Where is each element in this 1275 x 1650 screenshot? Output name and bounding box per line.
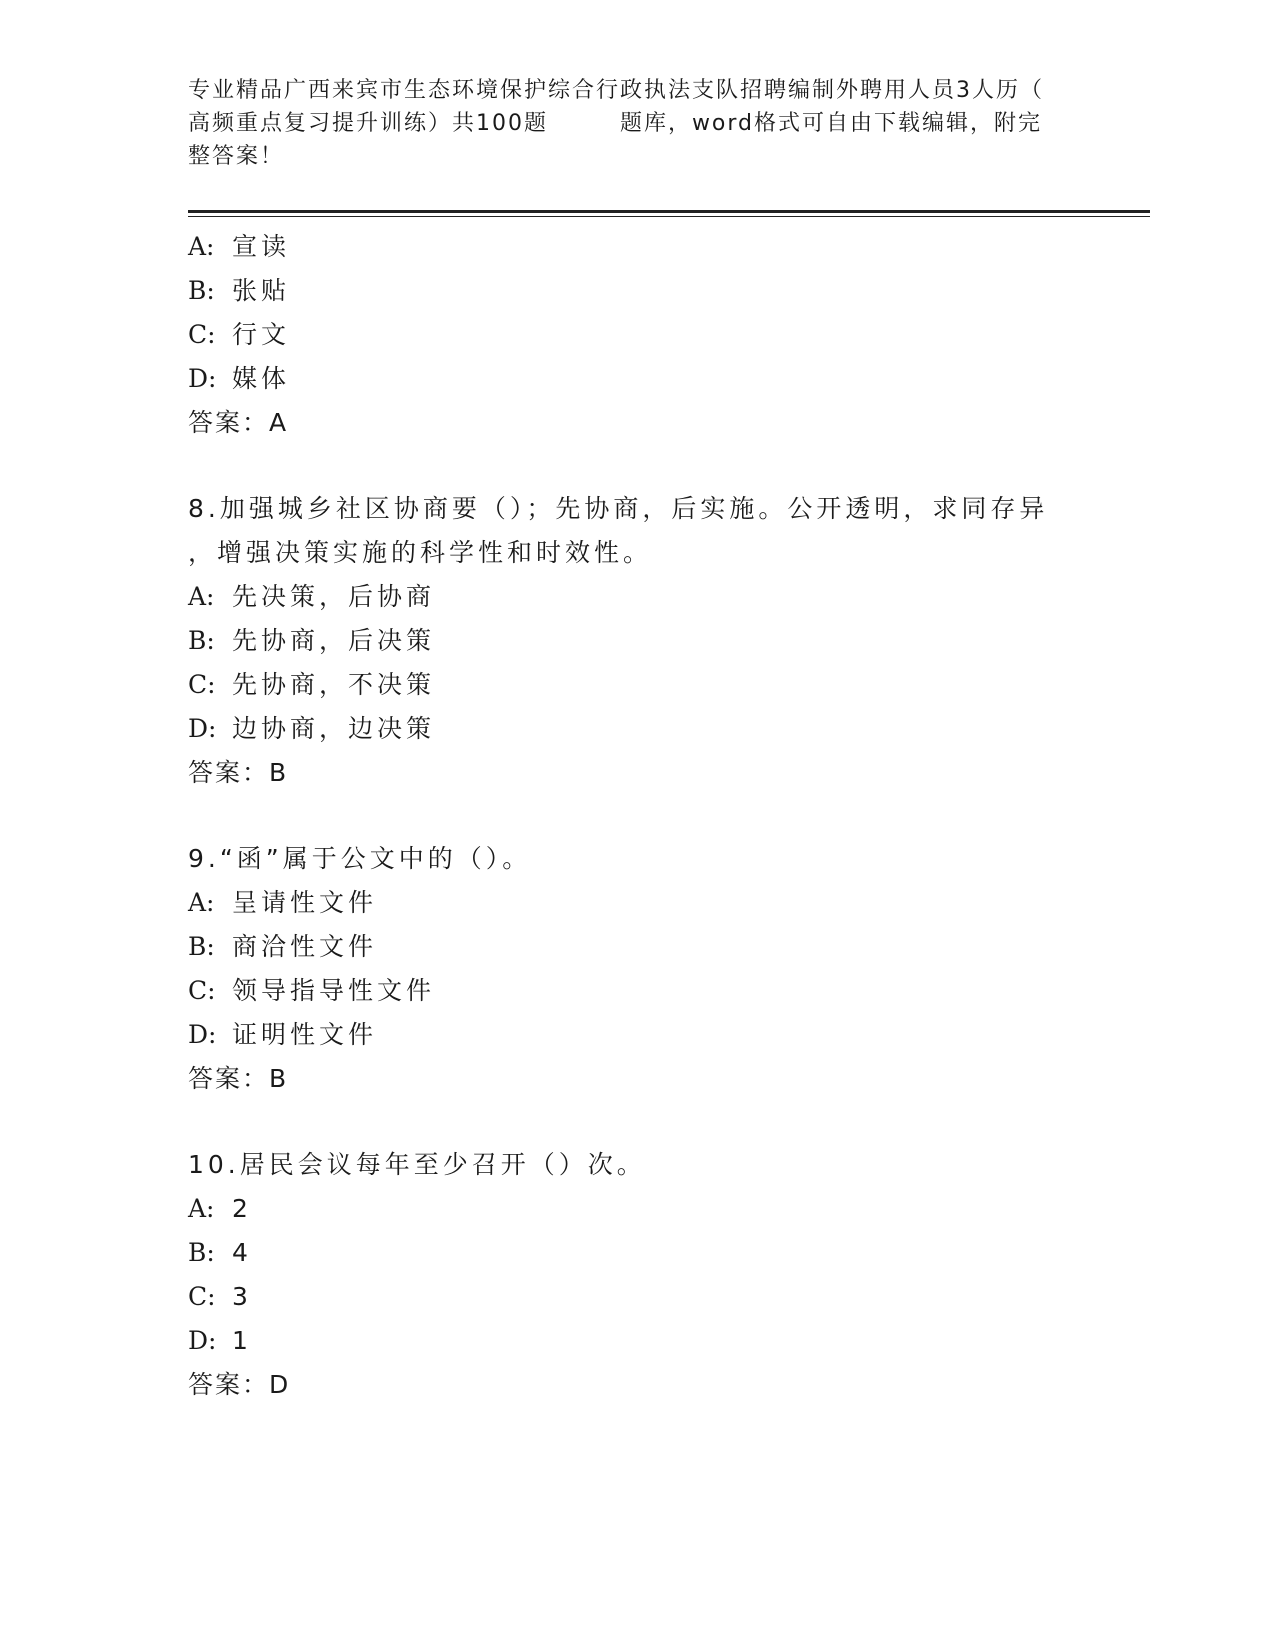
option-text: 2 — [232, 1194, 252, 1223]
q10-option-b — [188, 1238, 252, 1268]
option-text: 宣读 — [232, 232, 291, 261]
option-text: 证明性文件 — [232, 1020, 378, 1049]
option-text: 领导指导性文件 — [232, 976, 436, 1005]
header-line-3: 整答案！ — [188, 144, 285, 169]
option-text: 商洽性文件 — [232, 932, 378, 961]
q8-option-a — [188, 582, 435, 612]
header-line-2: 高频重点复习提升训练）共100题 题库，word格式可自由下载编辑，附完 — [188, 111, 1043, 136]
q8-stem-line-1: 8.加强城乡社区协商要（）；先协商，后实施。公开透明，求同存异 — [188, 494, 1049, 523]
option-label: A: — [188, 582, 215, 611]
option-text: 4 — [232, 1238, 252, 1267]
option-label: B: — [188, 276, 215, 305]
q10-answer: 答案：D — [188, 1370, 291, 1399]
option-label: D: — [188, 1326, 217, 1355]
header-divider — [188, 210, 1150, 217]
option-label: C: — [188, 1282, 216, 1311]
option-text: 行文 — [232, 320, 291, 349]
option-label: A: — [188, 888, 215, 917]
q9-answer: 答案：B — [188, 1064, 289, 1093]
option-label: D: — [188, 1020, 217, 1049]
q9-stem: 9.“函”属于公文中的（）。 — [188, 844, 532, 873]
option-label: D: — [188, 714, 217, 743]
option-text: 先决策，后协商 — [232, 582, 436, 611]
q7-option-b — [188, 276, 290, 306]
option-text: 1 — [232, 1326, 252, 1355]
q8-answer: 答案：B — [188, 758, 289, 787]
option-label: D: — [188, 364, 217, 393]
q8-option-c — [188, 670, 435, 700]
q9-option-c — [188, 976, 435, 1006]
q8-option-b — [188, 626, 435, 656]
q9-option-a — [188, 888, 377, 918]
option-label: B: — [188, 626, 215, 655]
option-text: 先协商，不决策 — [232, 670, 436, 699]
option-text: 边协商，边决策 — [232, 714, 436, 743]
document-header — [188, 74, 1088, 173]
option-label: B: — [188, 932, 215, 961]
q8-option-d — [188, 714, 435, 744]
option-label: A: — [188, 232, 215, 261]
option-text: 3 — [232, 1282, 252, 1311]
option-text: 先协商，后决策 — [232, 626, 436, 655]
q10-option-c — [188, 1282, 252, 1312]
q9-option-d — [188, 1020, 377, 1050]
q10-stem: 10.居民会议每年至少召开（）次。 — [188, 1150, 646, 1179]
option-label: C: — [188, 976, 216, 1005]
q10-option-d — [188, 1326, 252, 1356]
option-label: A: — [188, 1194, 215, 1223]
option-label: B: — [188, 1238, 215, 1267]
option-text: 媒体 — [232, 364, 291, 393]
q9-option-b — [188, 932, 377, 962]
q7-answer: 答案：A — [188, 408, 289, 437]
header-line-1: 专业精品广西来宾市生态环境保护综合行政执法支队招聘编制外聘用人员3人历（ — [188, 78, 1044, 103]
option-text: 呈请性文件 — [232, 888, 378, 917]
q10-option-a — [188, 1194, 252, 1224]
option-text: 张贴 — [232, 276, 291, 305]
q7-option-a — [188, 232, 290, 262]
q7-option-d — [188, 364, 290, 394]
q7-option-c — [188, 320, 290, 350]
option-label: C: — [188, 670, 216, 699]
q8-stem-line-2: ，增强决策实施的科学性和时效性。 — [188, 538, 653, 567]
option-label: C: — [188, 320, 216, 349]
